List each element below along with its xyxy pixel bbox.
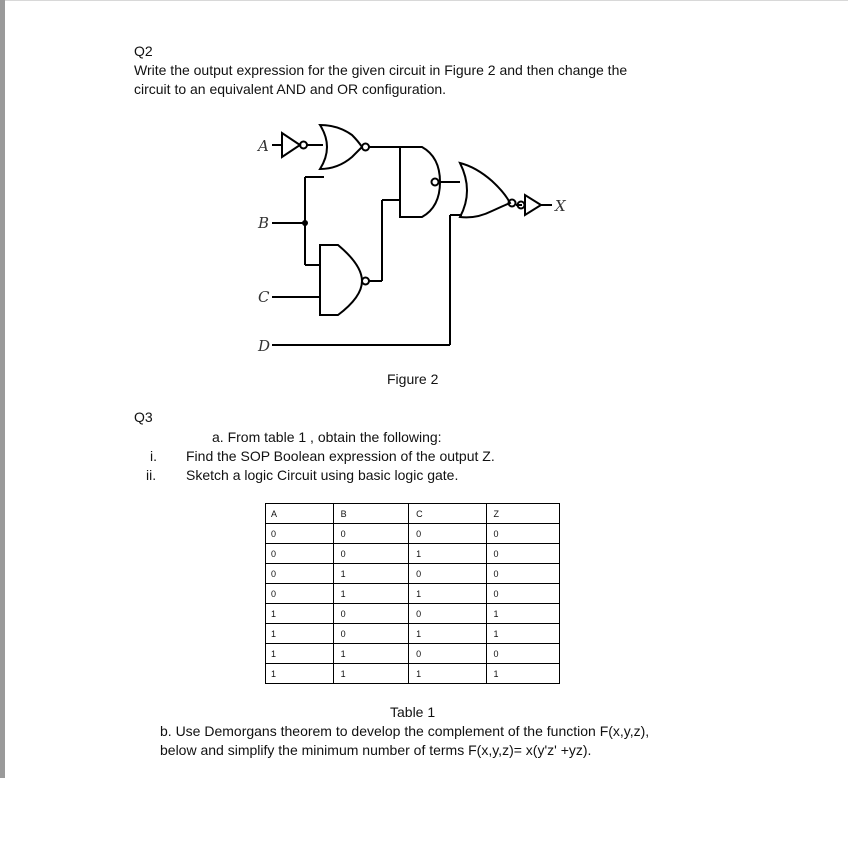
cell: 1	[333, 644, 409, 664]
header-c: C	[409, 504, 486, 524]
input-d-label: D	[258, 337, 271, 355]
cell: 1	[486, 624, 559, 644]
q2-label: Q2	[134, 43, 153, 59]
q3-part-b-line-1: b. Use Demorgans theorem to develop the complement of the function F(x,y,z),	[160, 723, 650, 739]
cell: 1	[409, 664, 486, 684]
cell: 1	[333, 664, 409, 684]
table-row	[266, 584, 560, 604]
q3-part-a: a. From table 1 , obtain the following:	[212, 429, 442, 445]
input-c-label: C	[258, 288, 270, 306]
header-z: Z	[486, 504, 559, 524]
q3-item-2-number: ii.	[146, 467, 157, 483]
cell: 1	[333, 564, 409, 584]
cell: 0	[266, 564, 334, 584]
output-x-label: X	[555, 197, 566, 215]
table-row	[266, 564, 560, 584]
table-row	[266, 644, 560, 664]
cell: 0	[333, 544, 409, 564]
cell: 0	[486, 644, 559, 664]
cell: 1	[266, 664, 334, 684]
input-a-label: A	[258, 137, 269, 155]
junction-dot	[302, 220, 308, 226]
cell: 1	[333, 584, 409, 604]
header-b: B	[333, 504, 409, 524]
q3-part-b-line-2: below and simplify the minimum number of terms F(x,y,z)= x(y'z' +yz).	[160, 742, 592, 758]
cell: 0	[266, 524, 334, 544]
q2-line-1: Write the output expression for the given circuit in Figure 2 and then change the	[134, 62, 628, 78]
cell: 1	[409, 624, 486, 644]
cell: 1	[486, 604, 559, 624]
page-left-border	[0, 0, 5, 778]
cell: 0	[486, 544, 559, 564]
table-caption: Table 1	[390, 704, 436, 720]
input-b-label: B	[258, 214, 270, 232]
cell: 1	[266, 604, 334, 624]
figure-caption: Figure 2	[387, 371, 439, 387]
table-row	[266, 664, 560, 684]
table-row	[266, 624, 560, 644]
cell: 0	[486, 564, 559, 584]
page-top-edge	[5, 0, 848, 1]
cell: 0	[409, 564, 486, 584]
cell: 1	[409, 584, 486, 604]
cell: 0	[333, 524, 409, 544]
truth-table	[265, 503, 560, 684]
q3-item-1-number: i.	[150, 448, 157, 464]
cell: 1	[266, 644, 334, 664]
table-row	[266, 604, 560, 624]
cell: 0	[409, 644, 486, 664]
cell: 0	[266, 544, 334, 564]
cell: 1	[266, 624, 334, 644]
table-row	[266, 544, 560, 564]
table-row	[266, 524, 560, 544]
cell: 0	[333, 604, 409, 624]
table-header-row	[266, 504, 560, 524]
cell: 0	[409, 524, 486, 544]
cell: 1	[409, 544, 486, 564]
q2-question	[134, 61, 674, 99]
cell: 0	[486, 524, 559, 544]
cell: 1	[486, 664, 559, 684]
cell: 0	[409, 604, 486, 624]
cell: 0	[333, 624, 409, 644]
q3-item-2-text: Sketch a logic Circuit using basic logic gate.	[186, 467, 459, 483]
q2-line-2: circuit to an equivalent AND and OR configuration.	[134, 81, 447, 97]
logic-circuit-figure	[250, 115, 580, 360]
cell: 0	[266, 584, 334, 604]
cell: 0	[486, 584, 559, 604]
q3-part-b	[160, 722, 700, 760]
q3-item-1-text: Find the SOP Boolean expression of the output Z.	[186, 448, 495, 464]
q3-label: Q3	[134, 409, 153, 425]
header-a: A	[266, 504, 334, 524]
